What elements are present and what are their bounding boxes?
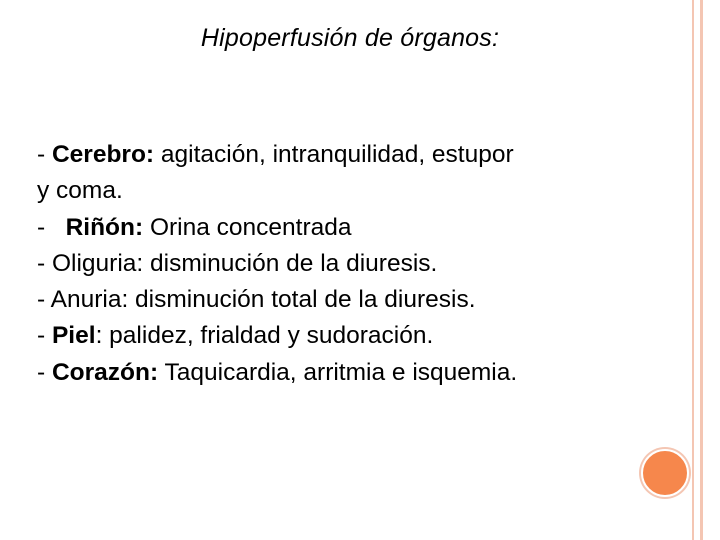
decorative-border-inner [700,0,703,540]
line-prefix: - [37,358,52,386]
line-text: agitación, intranquilidad, estupor [154,141,514,168]
line-term: Corazón: [51,358,159,386]
body-line [37,318,687,354]
line-text: Orina concentrada [143,213,352,241]
decorative-circle-icon [641,449,689,497]
body-line [37,137,687,173]
line-prefix: - [37,213,66,241]
decorative-border-outer [692,0,694,540]
line-text: Oliguria: disminución de la diuresis. [51,249,438,277]
body-line [37,355,687,391]
line-text: : palidez, frialdad y sudoración. [95,322,434,350]
slide-title: Hipoperfusión de órganos: [200,24,500,52]
body-line [37,246,687,282]
body-line [37,210,687,246]
line-prefix: - [37,249,52,277]
line-term: Riñón: [65,213,144,241]
line-text: y coma. [37,177,123,205]
line-prefix: - [37,286,51,314]
line-term: Cerebro: [51,141,155,168]
body-line [37,173,687,209]
line-prefix: - [37,322,52,350]
line-prefix: - [37,141,52,168]
line-term: Piel [51,322,96,350]
line-text: Anuria: disminución total de la diuresis. [50,286,476,314]
line-text: Taquicardia, arritmia e isquemia. [158,358,518,386]
slide-body [37,137,687,391]
body-line [37,282,687,318]
